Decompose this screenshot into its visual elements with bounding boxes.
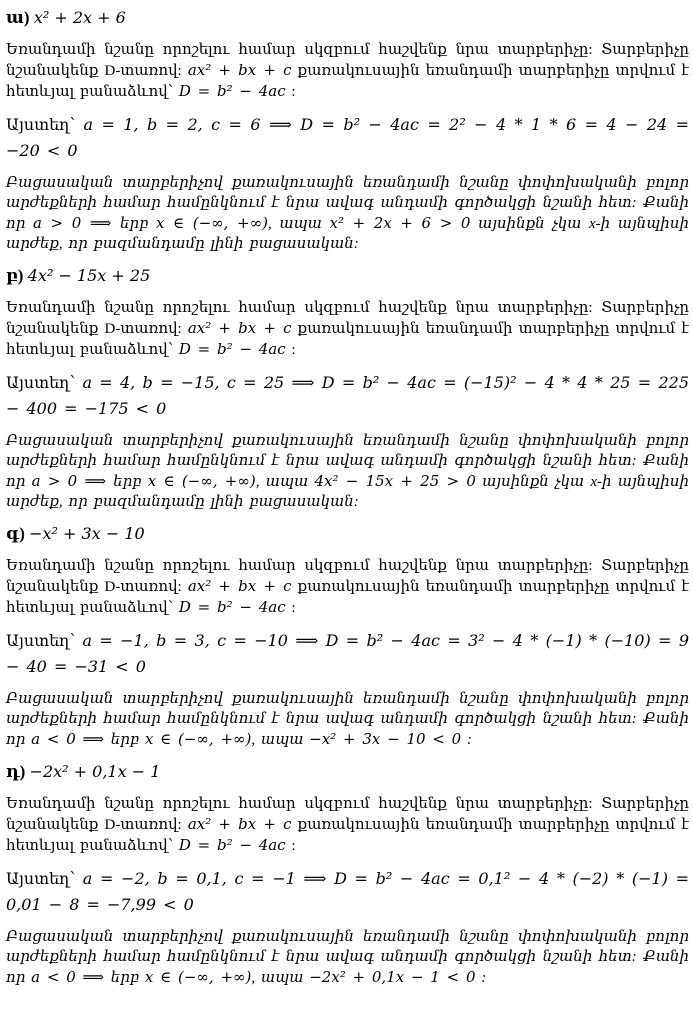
discriminant-definition: Եռանդամի նշանը որոշելու համար սկզբում հաշվենք նրա տարբերիչը: Տարբերիչը նշանակենք D-տառով: ax² + bx + c քառակուսային եռանդամի տարբերիչը տրվում է հետևյալ բանաձևով՝ D = b² − 4ac : — [6, 300, 690, 358]
problem-heading — [6, 760, 689, 784]
discriminant-definition: Եռանդամի նշանը որոշելու համար սկզբում հաշվենք նրա տարբերիչը: Տարբերիչը նշանակենք D-տառով: ax² + bx + c քառակուսային եռանդամի տարբերիչը տրվում է հետևյալ բանաձևով՝ D = b² − 4ac : — [6, 796, 690, 854]
problem-heading — [6, 264, 689, 288]
sign-conclusion: Բացասական տարբերիչով քառակուսային եռանդամի նշանը փոփոխականի բոլոր արժեքների համար համընկնում է նրա ավագ անդամի գործակցի նշանի հետ: Քանի որ a > 0 ⟹ երբ x ∈ (−∞, +∞), ապա 4x² − 15x + 25 > 0 այսինքն չկա x-ի այնպիսի արժեք, որ բազմանդամը լինի բացասական: — [6, 433, 689, 510]
discriminant-calculation: Այստեղ՝ a = −2, b = 0,1, c = −1 ⟹ D = b² − 4ac = 0,1² − 4 * (−2) * (−1) = 0,01 − 8 = −7,99 < 0 — [6, 869, 689, 914]
problem-label: ա) — [6, 8, 30, 27]
section-a — [6, 6, 689, 254]
problem-expression: −x² + 3x − 10 — [29, 524, 145, 543]
problem-label: դ) — [6, 762, 26, 781]
problem-expression: x² + 2x + 6 — [33, 8, 126, 27]
sign-conclusion: Բացասական տարբերիչով քառակուսային եռանդամի նշանը փոփոխականի բոլոր արժեքների համար համընկնում է նրա ավագ անդամի գործակցի նշանի հետ: Քանի որ a > 0 ⟹ երբ x ∈ (−∞, +∞), ապա x² + 2x + 6 > 0 այսինքն չկա x-ի այնպիսի արժեք, որ բազմանդամը լինի բացասական: — [6, 175, 689, 252]
discriminant-definition: Եռանդամի նշանը որոշելու համար սկզբում հաշվենք նրա տարբերիչը: Տարբերիչը նշանակենք D-տառով: ax² + bx + c քառակուսային եռանդամի տարբերիչը տրվում է հետևյալ բանաձևով՝ D = b² − 4ac : — [6, 558, 690, 616]
problem-label: բ) — [6, 266, 24, 285]
problem-heading — [6, 522, 689, 546]
discriminant-calculation: Այստեղ՝ a = −1, b = 3, c = −10 ⟹ D = b² − 4ac = 3² − 4 * (−1) * (−10) = 9 − 40 = −31 < 0 — [6, 631, 689, 676]
sign-conclusion: Բացասական տարբերիչով քառակուսային եռանդամի նշանը փոփոխականի բոլոր արժեքների համար համընկնում է նրա ավագ անդամի գործակցի նշանի հետ: Քանի որ a < 0 ⟹ երբ x ∈ (−∞, +∞), ապա −x² + 3x − 10 < 0 : — [6, 691, 689, 748]
problem-expression: 4x² − 15x + 25 — [27, 266, 151, 285]
discriminant-definition: Եռանդամի նշանը որոշելու համար սկզբում հաշվենք նրա տարբերիչը: Տարբերիչը նշանակենք D-տառով: ax² + bx + c քառակուսային եռանդամի տարբերիչը տրվում է հետևյալ բանաձևով՝ D = b² − 4ac : — [6, 42, 690, 100]
sign-conclusion: Բացասական տարբերիչով քառակուսային եռանդամի նշանը փոփոխականի բոլոր արժեքների համար համընկնում է նրա ավագ անդամի գործակցի նշանի հետ: Քանի որ a < 0 ⟹ երբ x ∈ (−∞, +∞), ապա −2x² + 0,1x − 1 < 0 : — [6, 929, 689, 986]
problem-heading — [6, 6, 689, 30]
problem-label: գ) — [6, 524, 25, 543]
section-c — [6, 522, 689, 750]
section-b — [6, 264, 689, 512]
problem-expression: −2x² + 0,1x − 1 — [29, 762, 161, 781]
discriminant-calculation: Այստեղ՝ a = 1, b = 2, c = 6 ⟹ D = b² − 4ac = 2² − 4 * 1 * 6 = 4 − 24 = −20 < 0 — [6, 115, 690, 160]
section-d — [6, 760, 689, 988]
discriminant-calculation: Այստեղ՝ a = 4, b = −15, c = 25 ⟹ D = b² − 4ac = (−15)² − 4 * 4 * 25 = 225 − 400 = −175 < 0 — [6, 373, 690, 418]
